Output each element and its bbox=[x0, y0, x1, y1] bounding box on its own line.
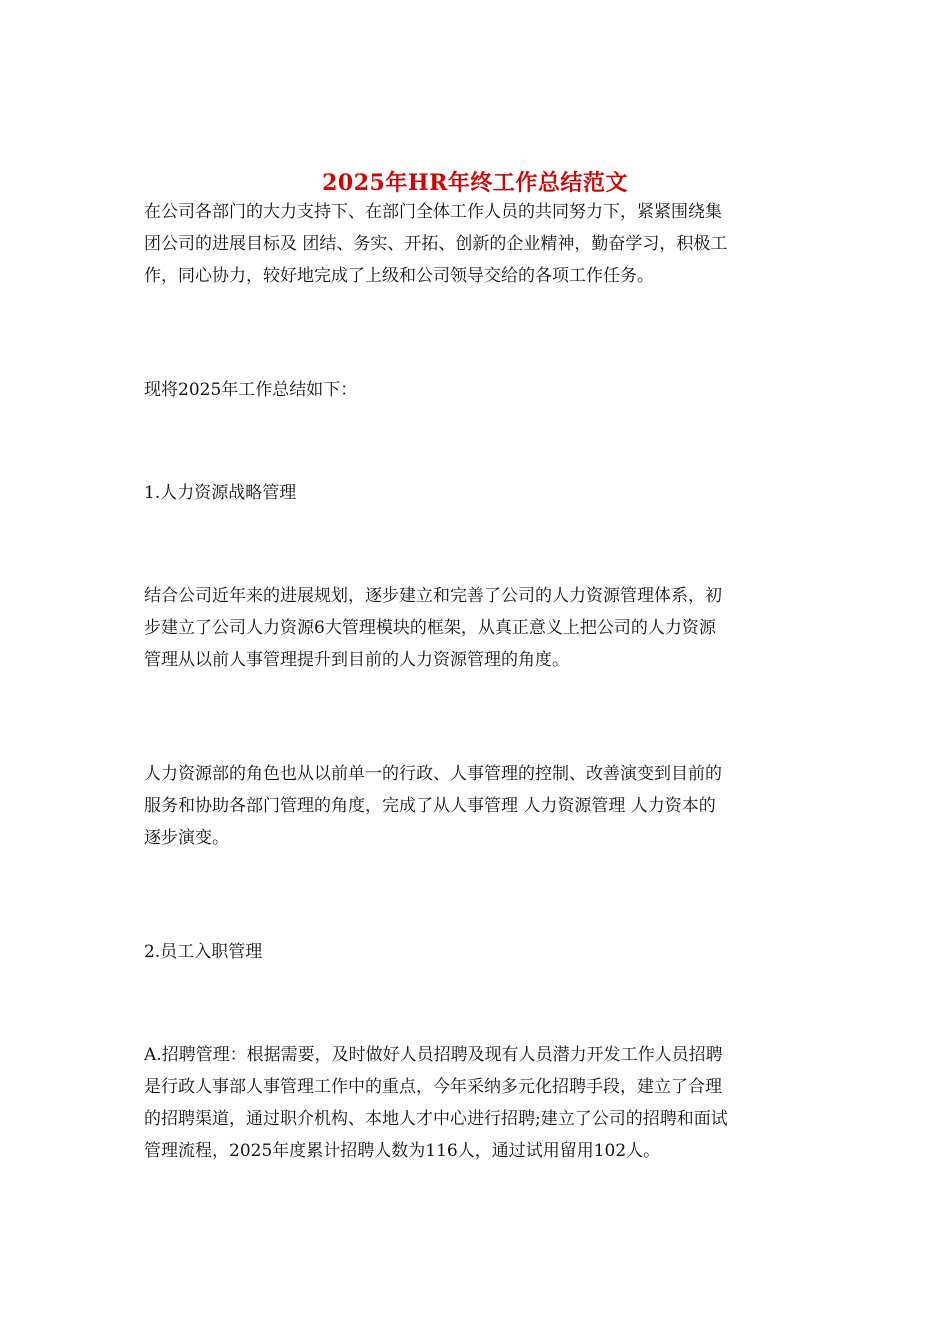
section-heading-onboarding bbox=[144, 936, 810, 968]
text-line: 作，同心协力，较好地完成了上级和公司领导交给的各项工作任务。 bbox=[144, 266, 654, 286]
text-line: 结合公司近年来的进展规划，逐步建立和完善了公司的人力资源管理体系，初 bbox=[144, 586, 722, 606]
text-line: 服务和协助各部门管理的角度，完成了从人事管理 人力资源管理 人力资本的 bbox=[144, 796, 716, 816]
text-line: 团公司的进展目标及 团结、务实、开拓、创新的企业精神，勤奋学习，积极工 bbox=[144, 234, 728, 254]
text-line: 管理流程，2025年度累计招聘人数为116人，通过试用留用102人。 bbox=[144, 1141, 661, 1161]
section-heading-strategy bbox=[144, 477, 810, 509]
recruitment-paragraph bbox=[144, 1039, 810, 1167]
text-line: 人力资源部的角色也从以前单一的行政、人事管理的控制、改善演变到目前的 bbox=[144, 764, 722, 784]
text-line: 管理从以前人事管理提升到目前的人力资源管理的角度。 bbox=[144, 650, 569, 670]
intro-paragraph bbox=[144, 196, 810, 292]
text-line: 步建立了公司人力资源6大管理模块的框架，从真正意义上把公司的人力资源 bbox=[144, 618, 716, 638]
strategy-paragraph-1 bbox=[144, 580, 810, 676]
document-title: 2025年HR年终工作总结范文 bbox=[322, 169, 628, 196]
text-line: 是行政人事部人事管理工作中的重点，今年采纳多元化招聘手段，建立了合理 bbox=[144, 1077, 722, 1097]
text-line: 逐步演变。 bbox=[144, 828, 229, 848]
text-line: 的招聘渠道，通过职介机构、本地人才中心进行招聘;建立了公司的招聘和面试 bbox=[144, 1109, 728, 1129]
text-line: 现将2025年工作总结如下： bbox=[144, 380, 358, 400]
summary-lead bbox=[144, 374, 810, 406]
text-line: A.招聘管理：根据需要，及时做好人员招聘及现有人员潜力开发工作人员招聘 bbox=[144, 1045, 723, 1065]
text-line: 2.员工入职管理 bbox=[144, 942, 263, 962]
text-line: 在公司各部门的大力支持下、在部门全体工作人员的共同努力下，紧紧围绕集 bbox=[144, 202, 722, 222]
strategy-paragraph-2 bbox=[144, 758, 810, 854]
text-line: 1.人力资源战略管理 bbox=[144, 483, 297, 503]
